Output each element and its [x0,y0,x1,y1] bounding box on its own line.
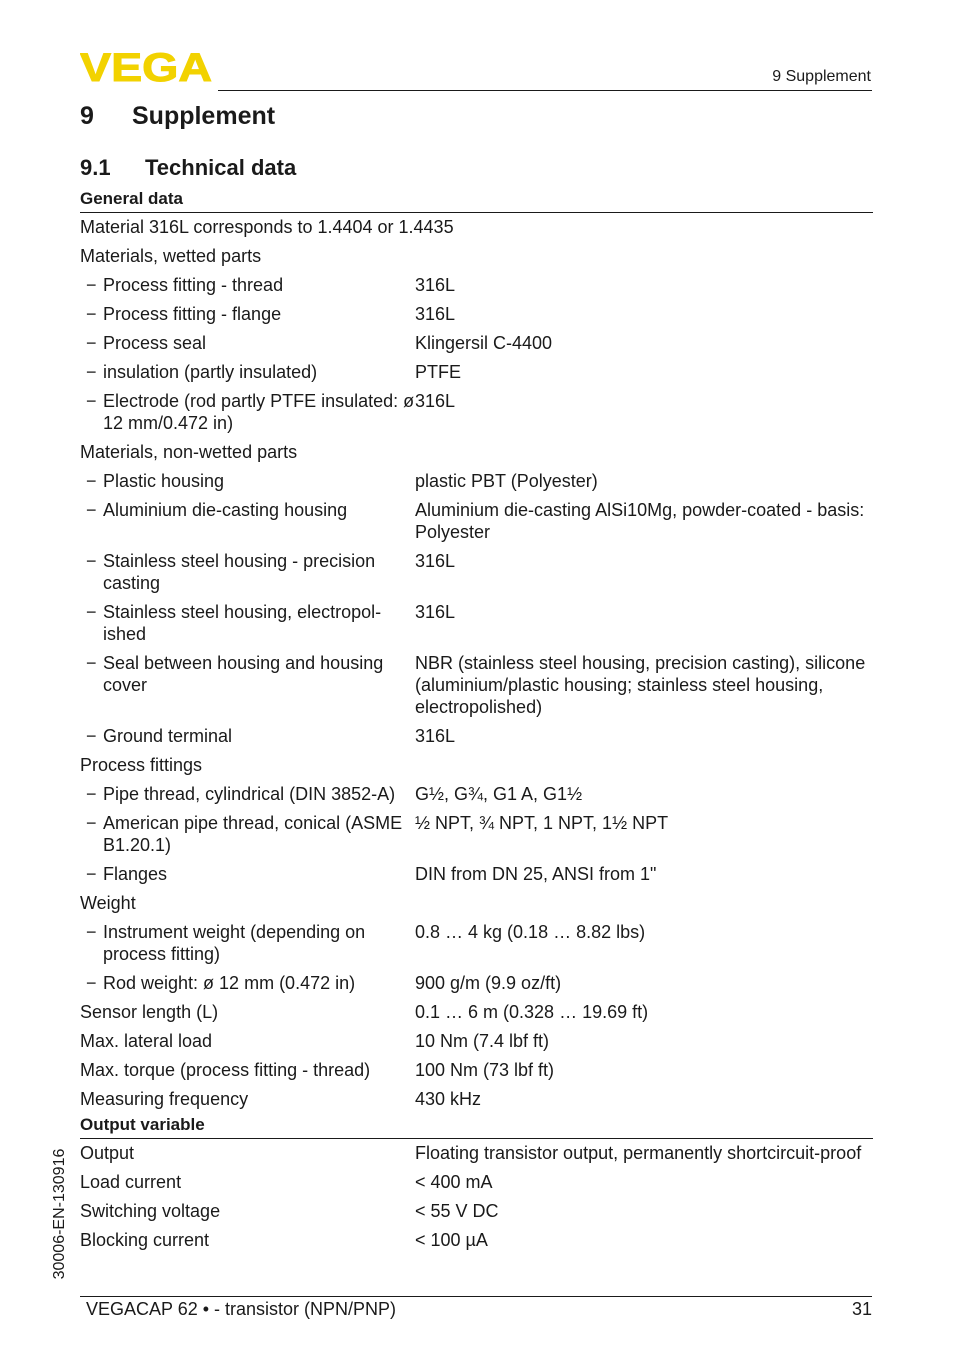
table-row [80,994,873,1023]
table-row [80,1139,873,1164]
table-row [80,383,873,434]
bullet-dash: − [86,333,97,353]
table-row [80,594,873,645]
row-value: 316L [415,726,456,746]
row-label: Load current [80,1172,182,1192]
section-title: Technical data [145,155,297,180]
row-label [80,550,415,594]
row-label: Materials, non-wetted parts [80,442,298,462]
row-value: Klingersil C-4400 [415,333,553,353]
table-row [80,805,873,856]
row-label [80,390,415,434]
row-label-text: Plastic housing [103,471,225,491]
row-value: 100 Nm (73 lbf ft) [415,1060,555,1080]
row-label-text: Rod weight: ø 12 mm (0.472 in) [103,973,356,993]
row-label: Blocking current [80,1230,210,1250]
bullet-dash: − [86,362,97,382]
footer-rule [80,1296,872,1297]
row-value: 0.1 … 6 m (0.328 … 19.69 ft) [415,1002,649,1022]
row-label: Sensor length (L) [80,1002,219,1022]
bullet-dash: − [86,726,97,746]
row-value: 316L [415,304,456,324]
row-label-text: Pipe thread, cylindrical (DIN 3852-A) [103,784,396,804]
footer-product: VEGACAP 62 • - transistor (NPN/PNP) [86,1299,397,1319]
table-row [80,965,873,994]
page-number: 31 [851,1299,872,1319]
table-row [80,776,873,805]
row-label [80,812,415,856]
row-value [202,754,873,776]
table-row [80,325,873,354]
row-label-text: Stainless steel housing - precision casting [103,551,376,593]
table-row [80,1081,873,1110]
table-row [80,267,873,296]
row-label: Process fittings [80,755,203,775]
row-label [80,863,415,885]
row-label: Weight [80,893,136,913]
document-code: 30006-EN-130916 [51,1148,68,1280]
row-label: Max. lateral load [80,1031,213,1051]
row-label-text: Stainless steel housing, electropol-ished [103,602,382,644]
row-value [454,216,873,238]
row-value: DIN from DN 25, ANSI from 1" [415,864,657,884]
bullet-dash: − [86,551,97,571]
row-value: < 100 µA [415,1230,488,1250]
table-row [80,1023,873,1052]
row-value [297,441,873,463]
row-value: 316L [415,602,456,622]
row-value: 900 g/m (9.9 oz/ft) [415,973,562,993]
row-value: NBR (stainless steel housing, precision casting), silicone (aluminium/plastic housing; stainless steel housing, electropolished) [415,653,866,717]
header-rule [218,90,872,91]
row-label [80,361,415,383]
row-label: Output [80,1143,135,1163]
row-label [80,652,415,718]
bullet-dash: − [86,500,97,520]
row-value: ½ NPT, ¾ NPT, 1 NPT, 1½ NPT [415,813,669,833]
bullet-dash: − [86,864,97,884]
bullet-dash: − [86,813,97,833]
row-label: Max. torque (process fitting - thread) [80,1060,371,1080]
header-section-label: 9 Supplement [772,68,871,85]
row-label: Measuring frequency [80,1089,249,1109]
table-row [80,434,873,463]
row-label [80,274,415,296]
row-label [80,601,415,645]
row-value: < 55 V DC [415,1201,499,1221]
table-row [80,1052,873,1081]
row-value: < 400 mA [415,1172,493,1192]
table-row [80,914,873,965]
bullet-dash: − [86,471,97,491]
row-label-text: American pipe thread, conical (ASME B1.20.1) [103,813,403,855]
chapter-heading [80,102,275,131]
table-row [80,492,873,543]
table-row [80,856,873,885]
bullet-dash: − [86,391,97,411]
chapter-number: 9 [80,102,94,130]
output-variable-title: Output variable [80,1114,873,1139]
row-label-text: Process fitting - flange [103,304,282,324]
row-label: Materials, wetted parts [80,246,262,266]
row-label: Material 316L corresponds to 1.4404 or 1.4435 [80,217,454,237]
row-label-text: Aluminium die-casting housing [103,500,348,520]
row-label [80,303,415,325]
table-row [80,296,873,325]
bullet-dash: − [86,922,97,942]
row-label [80,783,415,805]
bullet-dash: − [86,784,97,804]
row-label-text: Seal between housing and housing cover [103,653,384,695]
row-label [80,332,415,354]
row-label [80,921,415,965]
row-value: Aluminium die-casting AlSi10Mg, powder-coated - basis: Polyester [415,500,865,542]
table-row [80,213,873,238]
row-label-text: Flanges [103,864,168,884]
row-value: 430 kHz [415,1089,482,1109]
table-row [80,463,873,492]
row-label-text: Process fitting - thread [103,275,284,295]
table-row [80,718,873,747]
table-row [80,238,873,267]
table-row [80,1222,873,1251]
section-heading [80,155,296,181]
table-row [80,1193,873,1222]
row-value: 316L [415,275,456,295]
table-row [80,1164,873,1193]
bullet-dash: − [86,653,97,673]
bullet-dash: − [86,304,97,324]
table-row [80,543,873,594]
row-label-text: Instrument weight (depending on process fitting) [103,922,366,964]
row-label [80,470,415,492]
row-value: 10 Nm (7.4 lbf ft) [415,1031,550,1051]
row-label-text: Ground terminal [103,726,233,746]
chapter-title: Supplement [132,102,276,130]
bullet-dash: − [86,973,97,993]
vega-logo-text: VEGA [80,50,212,84]
general-data-table [80,188,873,1110]
row-value: G½, G¾, G1 A, G1½ [415,784,583,804]
row-value [136,892,873,914]
row-label: Switching voltage [80,1201,221,1221]
row-label [80,725,415,747]
bullet-dash: − [86,275,97,295]
row-label-text: Process seal [103,333,207,353]
table-row [80,885,873,914]
table-row [80,645,873,718]
general-data-title: General data [80,188,873,213]
output-variable-table [80,1114,873,1251]
row-label-text: insulation (partly insulated) [103,362,318,382]
row-value: 316L [415,391,456,411]
section-number: 9.1 [80,155,111,180]
row-value: 0.8 … 4 kg (0.18 … 8.82 lbs) [415,922,646,942]
row-value: Floating transistor output, permanently shortcircuit-proof [415,1143,862,1163]
table-row [80,747,873,776]
row-label-text: Electrode (rod partly PTFE insulated: ø 12 mm/0.472 in) [103,391,415,433]
bullet-dash: − [86,602,97,622]
row-label [80,972,415,994]
row-value: PTFE [415,362,462,382]
row-value: 316L [415,551,456,571]
row-value: plastic PBT (Polyester) [415,471,598,491]
vega-logo [80,50,212,84]
row-label [80,499,415,543]
table-row [80,354,873,383]
row-value [261,245,873,267]
